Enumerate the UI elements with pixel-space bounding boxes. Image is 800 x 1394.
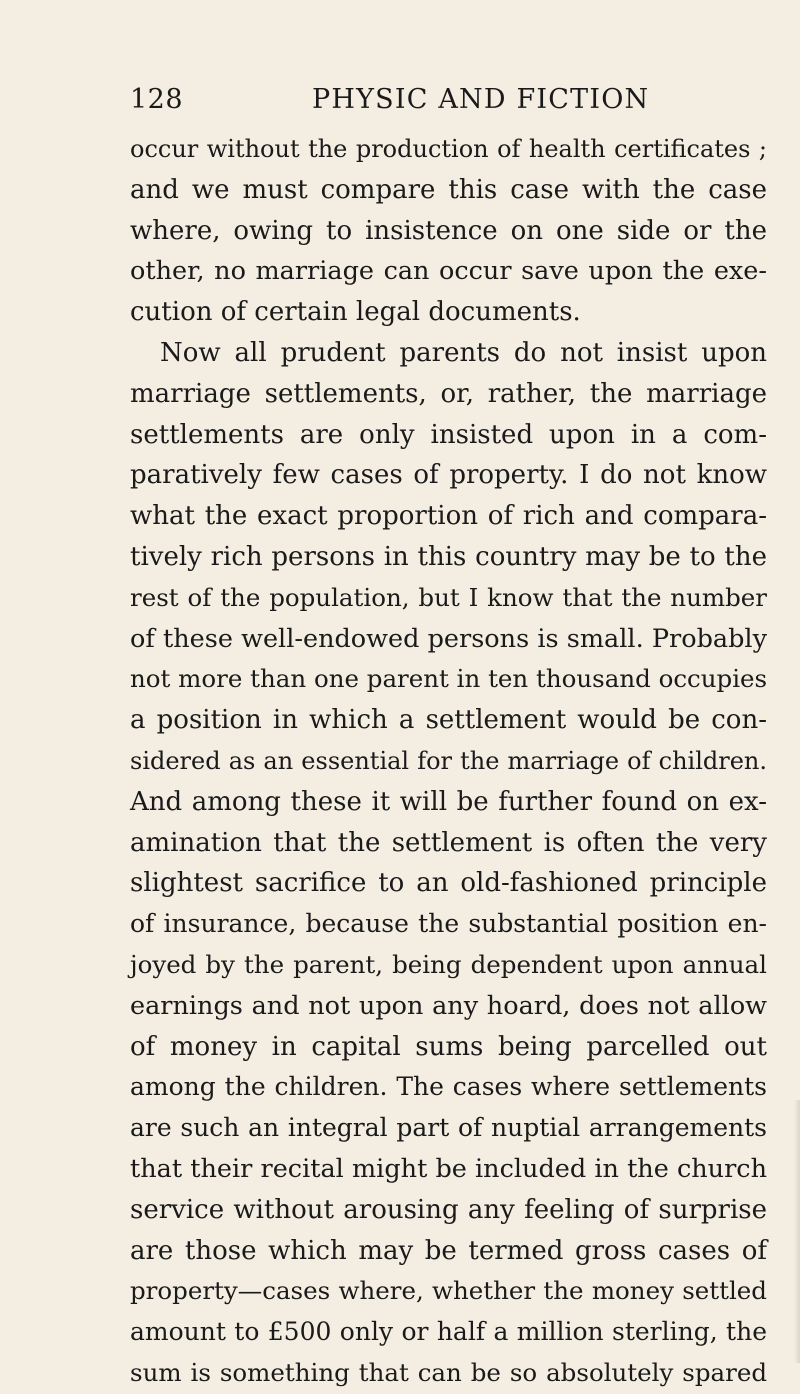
text-line: marriage settlements, or, rather, the marriage [130, 378, 767, 409]
text-line: rest of the population, but I know that the number [130, 582, 767, 612]
text-line: where, owing to insistence on one side or the [130, 215, 767, 246]
page-edge-shadow [794, 1100, 800, 1363]
text-line: of insurance, because the substantial position en- [130, 909, 767, 939]
text-line: slightest sacrifice to an old-fashioned principle [130, 868, 767, 899]
text-line: are such an integral part of nuptial arrangements [130, 1113, 767, 1143]
running-head: PHYSIC AND FICTION [312, 84, 650, 115]
text-line: what the exact proportion of rich and compara- [130, 501, 767, 532]
text-line: earnings and not upon any hoard, does not allow [130, 990, 767, 1021]
text-line: settlements are only insisted upon in a com- [130, 419, 767, 450]
text-line: joyed by the parent, being dependent upon annual [130, 949, 767, 979]
text-line: are those which may be termed gross cases of [130, 1235, 767, 1266]
text-line: service without arousing any feeling of surprise [130, 1194, 767, 1225]
text-line: occur without the production of health certificates ; [130, 135, 767, 163]
body-text [130, 129, 767, 1394]
text-line: cution of certain legal documents. [130, 297, 581, 328]
text-line: other, no marriage can occur save upon the exe- [130, 256, 767, 287]
text-line: paratively few cases of property. I do not know [130, 460, 767, 491]
text-line: not more than one parent in ten thousand occupies [130, 664, 768, 694]
page-header [130, 78, 767, 122]
text-line: of these well-endowed persons is small. Probably [130, 623, 767, 654]
text-line: sidered as an essential for the marriage of children. [130, 746, 767, 775]
text-line: and we must compare this case with the case [130, 174, 767, 205]
text-line: of money in capital sums being parcelled out [130, 1031, 767, 1062]
page-number: 128 [130, 84, 184, 115]
text-line: among the children. The cases where settlements [130, 1072, 767, 1102]
text-line: amination that the settlement is often the very [130, 827, 767, 858]
text-line: And among these it will be further found on ex- [130, 786, 767, 817]
text-line: amount to £500 only or half a million sterling, the [130, 1317, 767, 1347]
text-line: Now all prudent parents do not insist upon [160, 337, 767, 368]
text-line: a position in which a settlement would be con- [130, 705, 767, 736]
text-line: sum is something that can be so absolutely spared [130, 1357, 767, 1387]
text-line: that their recital might be included in the church [130, 1153, 767, 1184]
text-line: property—cases where, whether the money settled [130, 1276, 767, 1306]
text-line: tively rich persons in this country may be to the [130, 541, 767, 572]
